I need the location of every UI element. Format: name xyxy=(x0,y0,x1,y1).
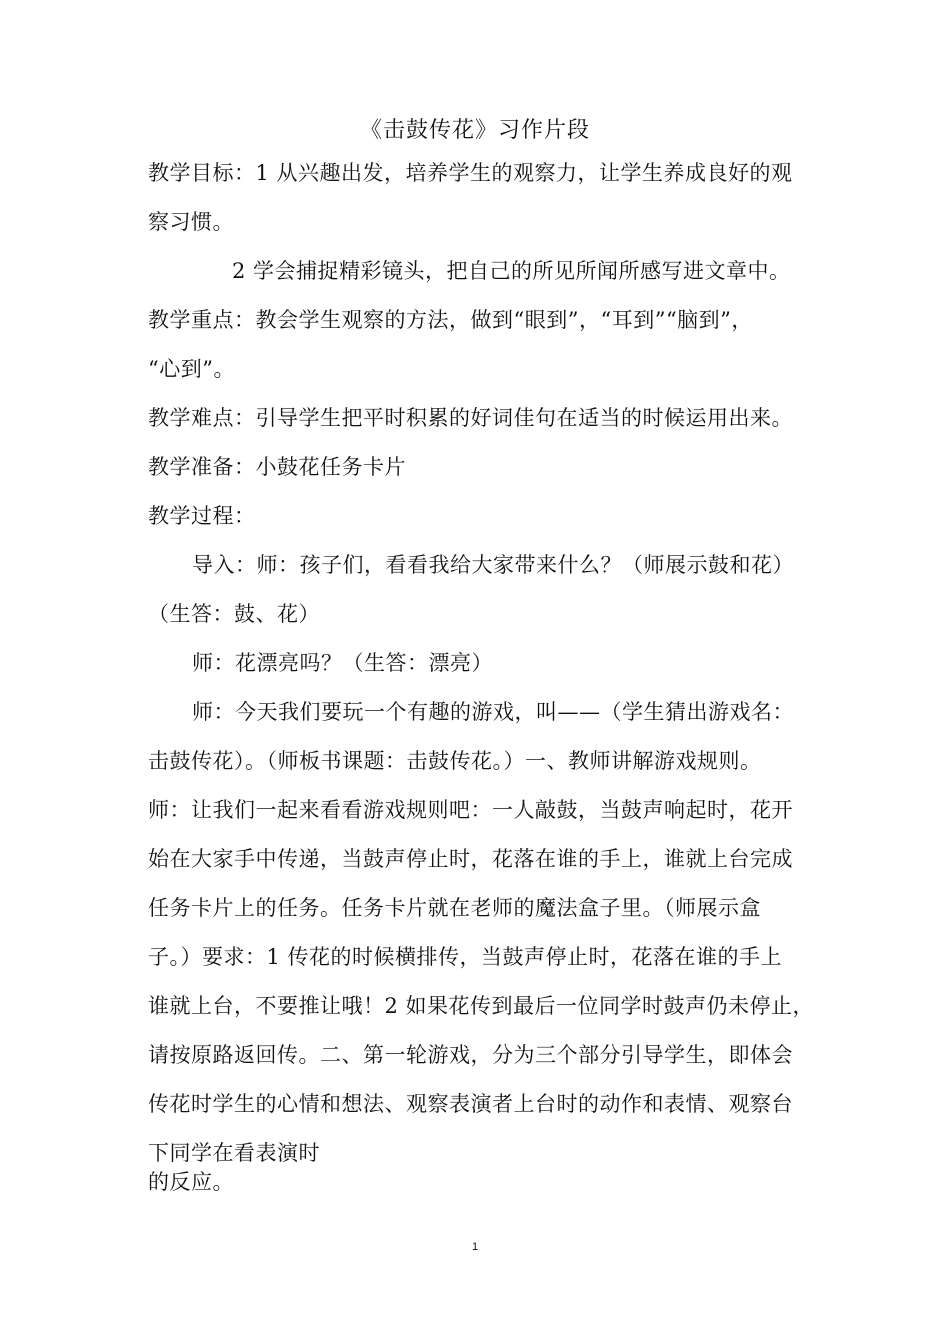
paragraph-line: 教学重点：教会学生观察的方法，做到“眼到”，“耳到”“脑到”， xyxy=(148,308,753,332)
paragraph-line: 下同学在看表演时 xyxy=(148,1141,320,1165)
paragraph-line: 教学难点：引导学生把平时积累的好词佳句在适当的时候运用出来。 xyxy=(148,406,793,430)
paragraph-line: 始在大家手中传递，当鼓声停止时，花落在谁的手上，谁就上台完成 xyxy=(148,847,793,871)
paragraph-line: 察习惯。 xyxy=(148,210,234,234)
paragraph-line: 请按原路返回传。二、第一轮游戏，分为三个部分引导学生，即体会 xyxy=(148,1043,793,1067)
paragraph-line: 教学目标：1 从兴趣出发，培养学生的观察力，让学生养成良好的观 xyxy=(148,161,793,185)
paragraph-line: 师：让我们一起来看看游戏规则吧：一人敲鼓，当鼓声响起时，花开 xyxy=(148,798,793,822)
paragraph-line: （生答：鼓、花） xyxy=(148,602,320,626)
paragraph-line: 教学过程： xyxy=(148,504,256,528)
paragraph-line: 任务卡片上的任务。任务卡片就在老师的魔法盒子里。（师展示盒 xyxy=(148,896,761,920)
paragraph-line: 谁就上台，不要推让哦！2 如果花传到最后一位同学时鼓声仍未停止， xyxy=(148,994,815,1018)
paragraph-line: 师：今天我们要玩一个有趣的游戏，叫——（学生猜出游戏名： xyxy=(192,700,794,724)
paragraph-line: 教学准备：小鼓花任务卡片 xyxy=(148,455,406,479)
paragraph-line: 的反应。 xyxy=(148,1170,234,1194)
paragraph-line: 击鼓传花）。（师板书课题：击鼓传花。）一、教师讲解游戏规则。 xyxy=(148,749,762,773)
paragraph-line: “心到”。 xyxy=(148,357,235,381)
paragraph-line: 师：花漂亮吗？（生答：漂亮） xyxy=(192,651,493,675)
paragraph-line: 导入：师：孩子们，看看我给大家带来什么？（师展示鼓和花） xyxy=(192,553,794,577)
page-number: 1 xyxy=(471,1241,479,1253)
document-title: 《击鼓传花》习作片段 xyxy=(359,118,590,143)
paragraph-line: 子。）要求：1 传花的时候横排传，当鼓声停止时，花落在谁的手上 xyxy=(148,945,783,969)
paragraph-line: 传花时学生的心情和想法、观察表演者上台时的动作和表情、观察台 xyxy=(148,1092,793,1116)
paragraph-line: 2 学会捕捉精彩镜头，把自己的所见所闻所感写进文章中。 xyxy=(232,259,791,283)
